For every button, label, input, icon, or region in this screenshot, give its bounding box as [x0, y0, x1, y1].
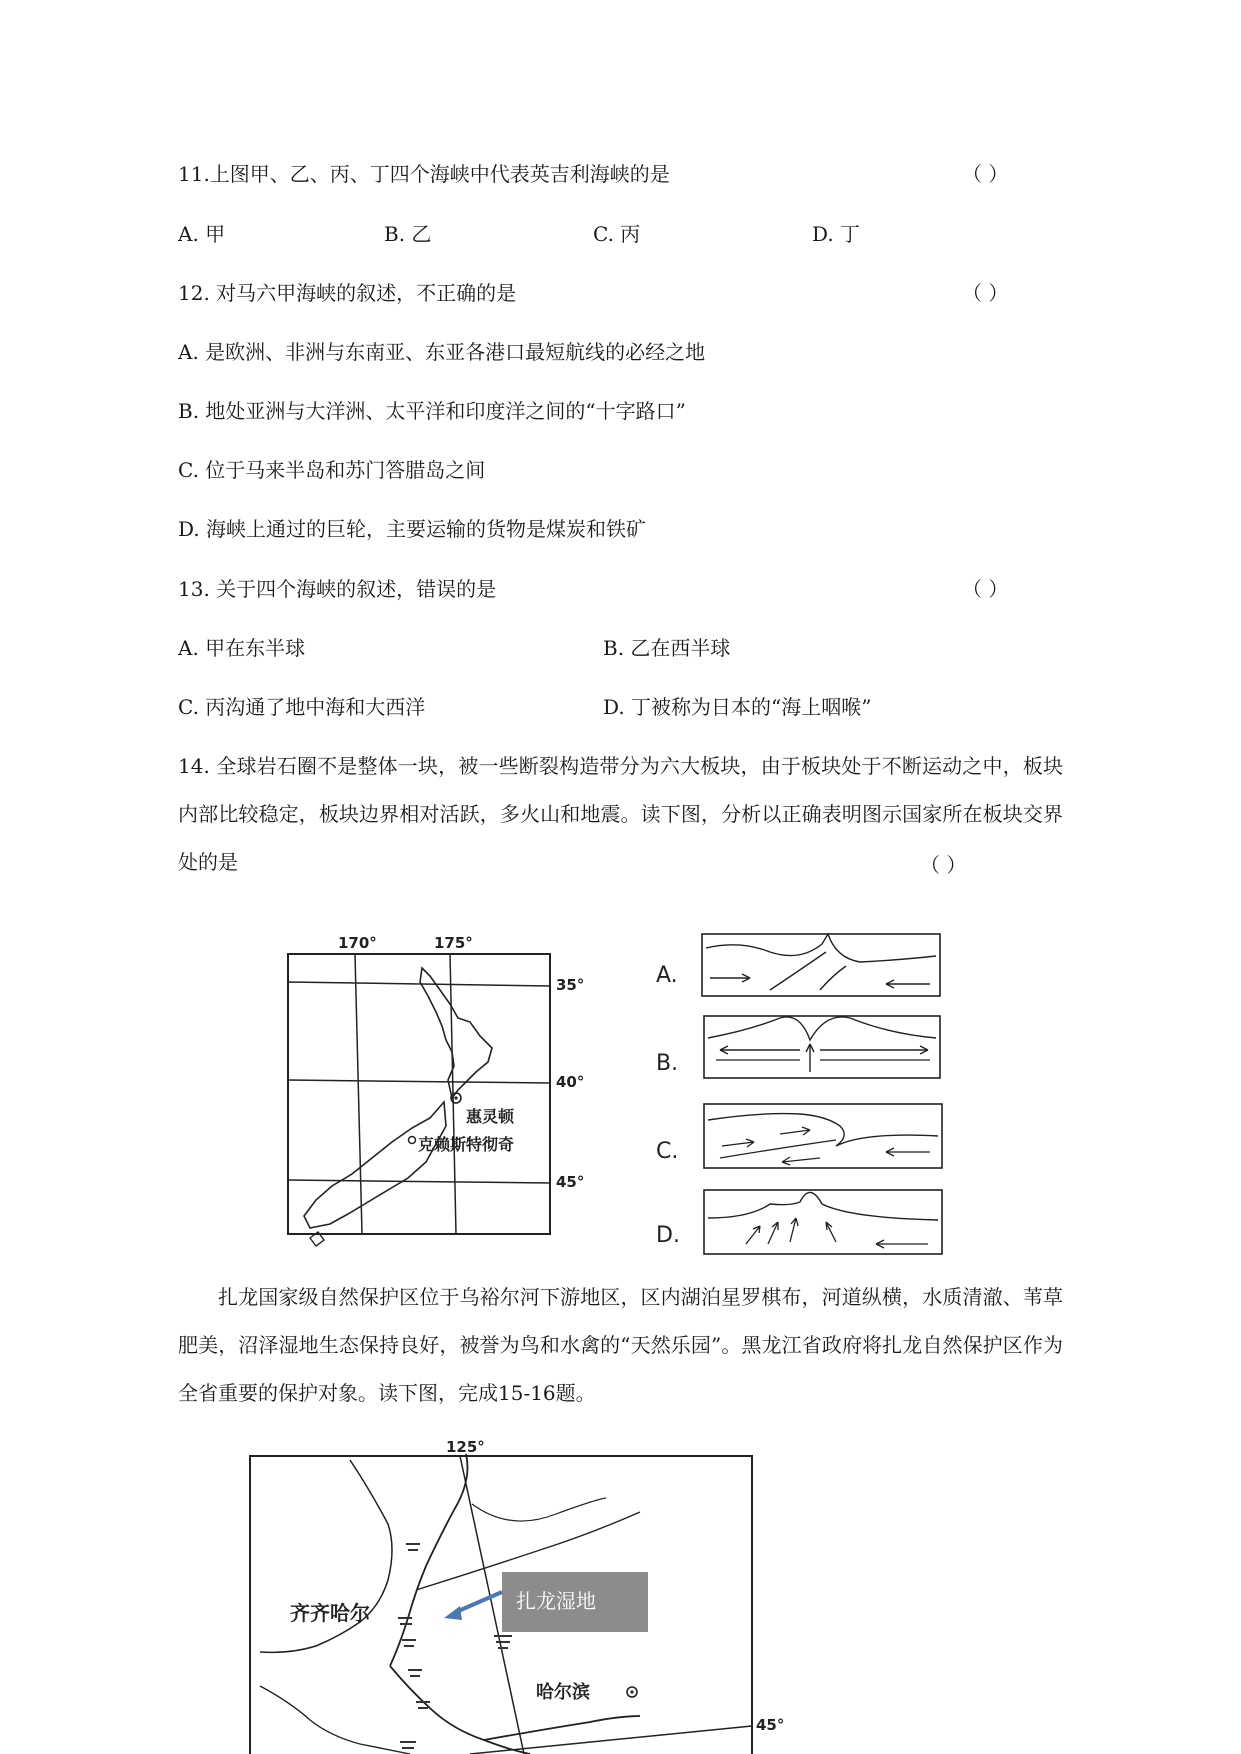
- passage-zhalong: 扎龙国家级自然保护区位于乌裕尔河下游地区，区内湖泊星罗棋布，河道纵横，水质清澈、苇草肥美，沼泽湿地生态保持良好，被誉为鸟和水禽的“天然乐园”。黑龙江省政府将扎龙自然保护区作为全省重要的保护对象。读下图，完成15-16题。: [178, 1285, 1063, 1405]
- plate-option-c-label: C.: [656, 1139, 679, 1164]
- city-christchurch: 克赖斯特彻奇: [418, 1135, 515, 1154]
- q14-answer-paren: （ ）: [920, 853, 967, 877]
- plate-boundary-diagrams: [650, 900, 965, 1270]
- q12-option-b: B. 地处亚洲与大洋洲、太平洋和印度洋之间的“十字路口”: [178, 399, 686, 423]
- q12-option-a: A. 是欧洲、非洲与东南亚、东亚各港口最短航线的必经之地: [178, 340, 706, 364]
- new-zealand-map: [280, 930, 600, 1250]
- plate-option-b-label: B.: [656, 1051, 679, 1076]
- callout-arrow: [456, 1592, 502, 1612]
- zhalong-map: [240, 1440, 800, 1754]
- lon-label-125: 125°: [446, 1440, 485, 1456]
- q13-option-b: B. 乙在西半球: [603, 636, 731, 660]
- q11-option-d: D. 丁: [812, 222, 861, 246]
- q13-answer-paren: （ ）: [962, 577, 1009, 601]
- q13-option-a: A. 甲在东半球: [178, 636, 306, 660]
- city-wellington: 惠灵顿: [466, 1107, 515, 1126]
- q12-stem: 12. 对马六甲海峡的叙述，不正确的是: [178, 281, 517, 305]
- lat-label-40: 40°: [556, 1073, 585, 1091]
- q14-stem: 14. 全球岩石圈不是整体一块，被一些断裂构造带分为六大板块，由于板块处于不断运动之中，板块内部比较稳定，板块边界相对活跃，多火山和地震。读下图，分析以正确表明图示国家所在板块交界处的是: [178, 754, 1063, 874]
- lat-label-45: 45°: [556, 1173, 585, 1191]
- lat-label-35: 35°: [556, 976, 585, 994]
- q12-option-d: D. 海峡上通过的巨轮，主要运输的货物是煤炭和铁矿: [178, 517, 647, 541]
- city-qiqihar: 齐齐哈尔: [290, 1601, 370, 1625]
- q12-option-c: C. 位于马来半岛和苏门答腊岛之间: [178, 458, 486, 482]
- lat-label-45: 45°: [756, 1716, 785, 1734]
- q11-stem: 11.上图甲、乙、丙、丁四个海峡中代表英吉利海峡的是: [178, 162, 670, 186]
- city-harbin: 哈尔滨: [536, 1682, 590, 1703]
- q12-answer-paren: （ ）: [962, 281, 1009, 305]
- q11-answer-paren: （ ）: [962, 162, 1009, 186]
- plate-option-d-label: D.: [656, 1223, 680, 1248]
- lon-label-175: 175°: [434, 934, 473, 952]
- q11-option-a: A. 甲: [178, 222, 226, 246]
- lon-label-170: 170°: [338, 934, 377, 952]
- q13-option-c: C. 丙沟通了地中海和大西洋: [178, 695, 426, 719]
- q11-option-b: B. 乙: [384, 222, 432, 246]
- q13-stem: 13. 关于四个海峡的叙述，错误的是: [178, 577, 497, 601]
- zhalong-callout-label: 扎龙湿地: [516, 1589, 596, 1613]
- plate-option-a-label: A.: [656, 963, 678, 988]
- q13-option-d: D. 丁被称为日本的“海上咽喉”: [603, 695, 872, 719]
- q11-option-c: C. 丙: [593, 222, 641, 246]
